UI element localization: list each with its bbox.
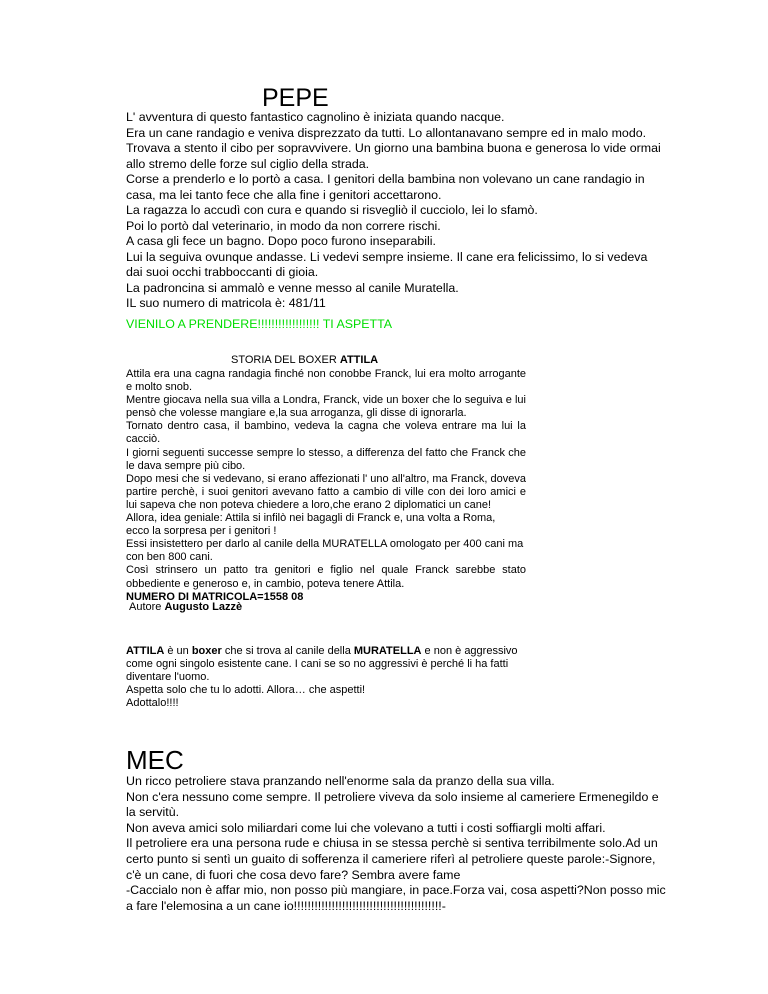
attila-paragraph: Così strinsero un patto tra genitori e figlio nel quale Franck sarebbe stato obbediente e generoso e, in cambio, poteva tenere Attila.: [126, 564, 526, 590]
author-label: Autore: [129, 601, 165, 613]
pepe-paragraph: La ragazza lo accudì con cura e quando si risvegliò il cucciolo, lei lo sfamò.: [126, 203, 538, 217]
pepe-paragraph: Poi lo portò dal veterinario, in modo da non correre rischi.: [126, 218, 441, 233]
mec-story: [126, 774, 671, 914]
pepe-story: [126, 110, 666, 312]
attila-note-text: e non è aggressivo come ogni singolo esistente cane. I cani se so no aggressivi è perché li ha fatti diventare l'uomo.: [126, 645, 518, 684]
attila-story: [126, 368, 526, 604]
mec-paragraph: Non c'era nessuno come sempre. Il petroliere viveva da solo insieme al cameriere Ermenegildo e la servitù.: [126, 789, 659, 820]
author-name: Augusto Lazzè: [164, 601, 243, 613]
pepe-paragraph: A casa gli fece un bagno. Dopo poco furono inseparabili.: [126, 234, 436, 248]
attila-paragraph: ecco la sorpresa per i genitori !: [126, 525, 277, 538]
attila-note-boxer: boxer: [191, 645, 222, 657]
pepe-paragraph: L' avventura di questo fantastico cagnolino è iniziata quando nacque.: [126, 110, 505, 124]
attila-note-paragraph: [126, 645, 546, 684]
attila-paragraph: Tornato dentro casa, il bambino, vedeva la cagna che voleva entrare ma lui la cacciò.: [126, 420, 526, 446]
attila-note-name: ATTILA: [126, 645, 165, 657]
attila-paragraph: Mentre giocava nella sua villa a Londra, Franck, vide un boxer che lo seguiva e lui pensò che volesse mangiare e,la sua arroganza, gli disse di ignorarla.: [126, 394, 526, 420]
attila-paragraph: Essi insistettero per darlo al canile della MURATELLA omologato per 400 cani ma con ben 800 cani.: [126, 538, 524, 564]
mec-paragraph: Non aveva amici solo miliardari come lui che volevano a tutti i costi soffiargli molti affari.: [126, 820, 606, 835]
pepe-matricola: IL suo numero di matricola è: 481/11: [126, 296, 326, 310]
mec-title: MEC: [126, 745, 184, 775]
mec-paragraph: Un ricco petroliere stava pranzando nell'enorme sala da pranzo della sua villa.: [126, 774, 555, 788]
attila-paragraph: I giorni seguenti successe sempre lo stesso, a differenza del fatto che Franck che le dava sempre più cibo.: [126, 446, 526, 472]
mec-paragraph: Il petroliere era una persona rude e chiusa in se stessa perchè si sentiva terribilmente solo.Ad un certo punto si sentì un guaito di sofferenza il cameriere riferì al petroliere queste parole:-Signore, c'è un cane, di fuori che cosa devo fare? Sembra avere fame: [126, 836, 658, 882]
attila-heading: [231, 354, 378, 367]
attila-note-text: che si trova al canile della: [221, 645, 354, 657]
attila-note-line: Adottalo!!!!: [126, 697, 179, 710]
pepe-paragraph: La padroncina si ammalò e venne messo al canile Muratella.: [126, 280, 459, 295]
attila-note-text: è un: [164, 645, 192, 657]
attila-paragraph: Dopo mesi che si vedevano, si erano affezionati l' uno all'altro, ma Franck, doveva partire perchè, i suoi genitori avevano fatto a cambio di ville con dei loro amici e lui sapeva che non poteva chiedere a loro,che erano 2 diplomatici un cane!: [126, 472, 526, 511]
attila-adoption-note: [126, 645, 546, 710]
attila-paragraph: Attila era una cagna randagia finché non conobbe Franck, lui era molto arrogante e molto snob.: [126, 368, 526, 394]
attila-note-muratella: MURATELLA: [353, 645, 422, 657]
pepe-paragraph: Corse a prenderlo e lo portò a casa. I genitori della bambina non volevano un cane randagio in casa, ma lei tanto fece che alla fine i genitori accettarono.: [126, 172, 645, 202]
mec-paragraph: -Caccialo non è affar mio, non posso più mangiare, in pace.Forza vai, cosa aspetti?Non posso mica fare l'elemosina a un cane io!!!!!!!!!!!!!!!!!!!!!!!!!!!!!!!!!!!!!!!!!!!-: [126, 883, 666, 913]
pepe-call-to-action: VIENILO A PRENDERE!!!!!!!!!!!!!!!!!! TI ASPETTA: [126, 317, 393, 331]
pepe-paragraph: Lui la seguiva ovunque andasse. Li vedevi sempre insieme. Il cane era felicissimo, lo si vedeva dai suoi occhi trabboccanti di gioia.: [126, 249, 648, 279]
pepe-title: PEPE: [262, 84, 329, 112]
pepe-paragraph: Era un cane randagio e veniva disprezzato da tutti. Lo allontanavano sempre ed in malo modo. Trovava a stento il cibo per sopravvivere. Un giorno una bambina buona e generosa lo vide ormai allo stremo delle forze sul ciglio della strada.: [126, 125, 661, 171]
attila-matricola-text: NUMERO DI MATRICOLA=1558 08: [126, 590, 304, 603]
attila-heading-prefix: STORIA DEL BOXER: [231, 354, 340, 366]
attila-paragraph: Allora, idea geniale: Attila si infilò nei bagagli di Franck e, una volta a Roma,: [126, 512, 496, 525]
attila-heading-name: ATTILA: [339, 354, 379, 366]
attila-note-line: Aspetta solo che tu lo adotti. Allora… che aspetti!: [126, 684, 366, 697]
author-line: [129, 601, 242, 614]
